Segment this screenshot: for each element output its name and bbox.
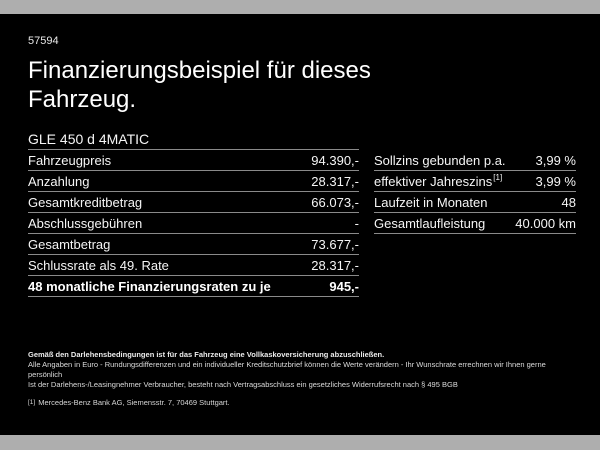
- finance-row-monthly-rate: [28, 276, 359, 297]
- row-label: Schlussrate als 49. Rate: [28, 257, 169, 273]
- row-value: 3,99 %: [535, 173, 576, 189]
- footnote-marker: [1]: [28, 399, 36, 406]
- finance-row-gesamtkreditbetrag: [28, 192, 359, 213]
- vehicle-model: GLE 450 d 4MATIC: [28, 129, 359, 150]
- row-value: 40.000 km: [515, 215, 576, 231]
- footer-withdrawal-note: Ist der Darlehens-/Leasingnehmer Verbraucher, besteht nach Vertragsabschluss ein gesetzliches Widerrufsrecht nach § 495 BGB: [28, 380, 458, 389]
- footnote-reference-marker: [1]: [493, 173, 503, 183]
- bottom-divider-bar: [0, 435, 600, 450]
- row-value: 945,-: [329, 278, 359, 294]
- row-value: 73.677,-: [311, 236, 359, 252]
- finance-table: [28, 129, 359, 297]
- footer-disclaimer: Alle Angaben in Euro - Rundungsdifferenzen und ein individueller Kreditschutzbrief können die Werte verändern - Ihr Wunschrate errechnen wir Ihnen gerne persönlich: [28, 360, 546, 379]
- row-value: 28.317,-: [311, 173, 359, 189]
- top-divider-bar: [0, 0, 600, 14]
- finance-row-gesamtbetrag: [28, 234, 359, 255]
- row-label: Sollzins gebunden p.a.: [374, 152, 506, 168]
- finance-row-schlussrate: [28, 255, 359, 276]
- row-value: 28.317,-: [311, 257, 359, 273]
- row-label: Gesamtlaufleistung: [374, 215, 486, 231]
- listing-ref-number: 57594: [28, 35, 59, 47]
- row-label: Fahrzeugpreis: [28, 152, 112, 168]
- finance-row-fahrzeugpreis: [28, 150, 359, 171]
- row-value: -: [354, 215, 359, 231]
- conditions-row-laufleistung: [374, 213, 576, 234]
- row-value: 3,99 %: [535, 152, 576, 168]
- legal-footer: [28, 350, 576, 407]
- footnote-bank: [28, 398, 576, 407]
- conditions-row-jahreszins: [374, 171, 576, 192]
- conditions-row-sollzins: [374, 150, 576, 171]
- page-title: Finanzierungsbeispiel für dieses Fahrzeug.: [28, 57, 371, 113]
- row-label: Gesamtkreditbetrag: [28, 194, 143, 210]
- conditions-row-laufzeit: [374, 192, 576, 213]
- finance-row-abschlussgebuehren: [28, 213, 359, 234]
- row-label: Gesamtbetrag: [28, 236, 111, 252]
- row-label: Laufzeit in Monaten: [374, 194, 488, 210]
- row-label: Anzahlung: [28, 173, 90, 189]
- footer-insurance-note: Gemäß den Darlehensbedingungen ist für das Fahrzeug eine Vollkaskoversicherung abzuschließen.: [28, 350, 385, 359]
- finance-row-anzahlung: [28, 171, 359, 192]
- row-label: effektiver Jahreszins[1]: [374, 173, 503, 189]
- row-label: 48 monatliche Finanzierungsraten zu je: [28, 278, 271, 294]
- financing-example-panel: [28, 14, 576, 407]
- financing-tables: [28, 129, 576, 297]
- conditions-table: [374, 150, 576, 234]
- footnote-text: Mercedes-Benz Bank AG, Siemensstr. 7, 70469 Stuttgart.: [38, 398, 230, 407]
- row-value: 94.390,-: [311, 152, 359, 168]
- row-value: 66.073,-: [311, 194, 359, 210]
- row-label: Abschlussgebühren: [28, 215, 143, 231]
- row-value: 48: [561, 194, 576, 210]
